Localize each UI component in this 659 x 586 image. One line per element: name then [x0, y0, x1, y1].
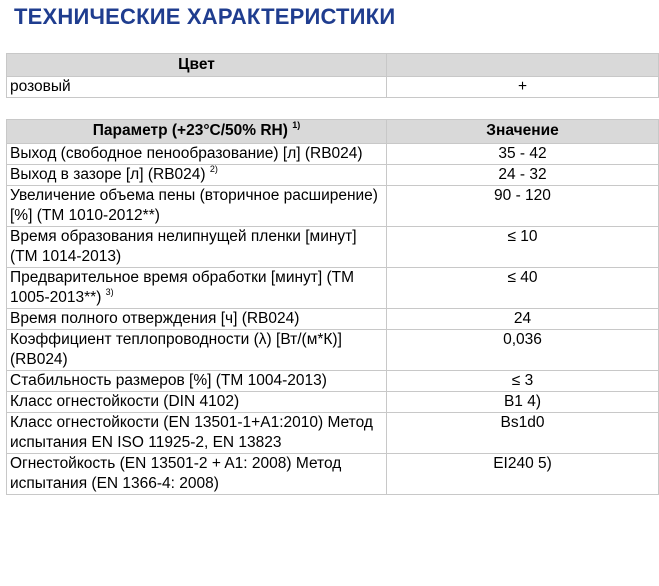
color-value: + [387, 77, 659, 98]
value-cell: ≤ 10 [387, 227, 659, 268]
param-cell [7, 186, 387, 227]
param-cell [7, 454, 387, 495]
param-text: Класс огнестойкости (DIN 4102) [10, 393, 240, 410]
value-cell: 24 - 32 [387, 165, 659, 186]
param-cell [7, 330, 387, 371]
param-text: Время полного отверждения [ч] (RB024) [10, 310, 300, 327]
param-cell [7, 413, 387, 454]
table-row [7, 413, 659, 454]
value-cell: B1 4) [387, 392, 659, 413]
table-row [7, 309, 659, 330]
param-text: Класс огнестойкости (EN 13501-1+A1:2010) Метод испытания EN ISO 11925-2, EN 13823 [10, 414, 373, 451]
value-cell: EI240 5) [387, 454, 659, 495]
value-cell: 0,036 [387, 330, 659, 371]
param-cell [7, 227, 387, 268]
table-row [7, 371, 659, 392]
table-row [7, 227, 659, 268]
value-cell: ≤ 3 [387, 371, 659, 392]
param-cell [7, 371, 387, 392]
param-cell [7, 392, 387, 413]
header-param-label: Параметр (+23°C/50% RH) [92, 122, 288, 139]
table-row [7, 165, 659, 186]
header-value: Значение [387, 120, 659, 144]
param-text: Предварительное время обработки [минут] (TM 1005-2013**) [10, 269, 355, 306]
table-row [7, 392, 659, 413]
param-text: Стабильность размеров [%] (TM 1004-2013) [10, 372, 327, 389]
param-text: Выход (свободное пенообразование) [л] (RB024) [10, 145, 363, 162]
table-row [7, 144, 659, 165]
param-footnote: 3) [105, 286, 114, 297]
value-cell: 90 - 120 [387, 186, 659, 227]
spec-rows [7, 144, 659, 495]
param-cell [7, 144, 387, 165]
param-footnote: 2) [209, 163, 218, 174]
param-cell [7, 309, 387, 330]
table-row [7, 77, 659, 98]
color-table [6, 53, 659, 98]
spec-table-header-row [7, 120, 659, 144]
color-label: розовый [7, 77, 387, 98]
value-cell: Bs1d0 [387, 413, 659, 454]
table-row [7, 454, 659, 495]
table-row [7, 330, 659, 371]
header-param-footnote: 1) [292, 119, 301, 130]
header-param [7, 120, 387, 144]
param-text: Коэффициент теплопроводности (λ) [Вт/(м*К)] (RB024) [10, 331, 342, 368]
color-table-header: Цвет [7, 54, 387, 77]
param-text: Огнестойкость (EN 13501-2 + A1: 2008) Метод испытания (EN 1366-4: 2008) [10, 455, 342, 492]
param-cell [7, 165, 387, 186]
page-title: ТЕХНИЧЕСКИЕ ХАРАКТЕРИСТИКИ [14, 4, 396, 29]
value-cell: 24 [387, 309, 659, 330]
value-cell: ≤ 40 [387, 268, 659, 309]
param-cell [7, 268, 387, 309]
color-table-header-empty [387, 54, 659, 77]
color-table-header-row [7, 54, 659, 77]
value-cell: 35 - 42 [387, 144, 659, 165]
param-text: Увеличение объема пены (вторичное расширение) [%] (TM 1010-2012**) [10, 187, 378, 224]
param-text: Время образования нелипнущей пленки [минут] (TM 1014-2013) [10, 228, 357, 265]
table-row [7, 268, 659, 309]
param-text: Выход в зазоре [л] (RB024) [10, 166, 206, 183]
spec-table [6, 119, 659, 495]
table-row [7, 186, 659, 227]
